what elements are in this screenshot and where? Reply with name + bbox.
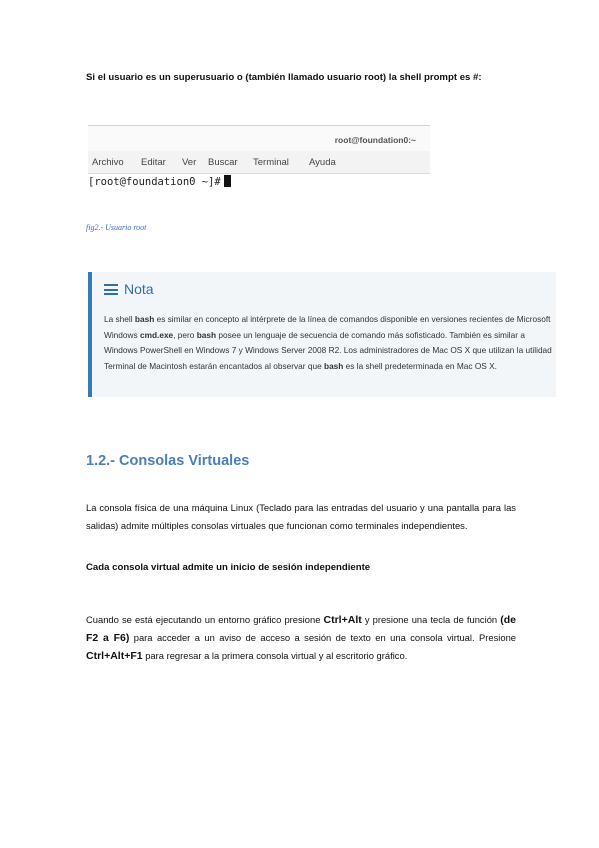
note-text: La shell: [104, 314, 135, 324]
key-range: (de F2 a F6): [86, 614, 516, 644]
menu-archivo: Archivo: [92, 157, 124, 168]
para-text: y presione una tecla de función: [361, 614, 501, 625]
note-bold: bash: [196, 329, 217, 340]
para-text: Cuando se está ejecutando un entorno gráfico presione: [86, 614, 324, 625]
terminal-screenshot: [88, 125, 430, 193]
instructions-paragraph: [86, 611, 516, 665]
note-body: [104, 312, 554, 374]
prompt-text: [root@foundation0 ~]#: [88, 176, 221, 188]
note-header: [104, 281, 154, 297]
menu-editar: Editar: [141, 157, 166, 168]
key-combo: Ctrl+Alt+F1: [86, 650, 143, 662]
note-text: es similar en concepto al intérprete de la línea de comandos disponible en versiones recientes de Microsoft Windows: [104, 314, 551, 340]
para-text: para acceder a un aviso de acceso a sesión de texto en una consola virtual. Presione: [129, 632, 516, 643]
note-bold: bash: [324, 360, 344, 371]
terminal-title: root@foundation0:~: [334, 135, 416, 145]
menu-terminal: Terminal: [253, 157, 289, 168]
bold-statement: Cada consola virtual admite un inicio de sesión independiente: [86, 562, 371, 573]
para-text: para regresar a la primera consola virtual y al escritorio gráfico.: [142, 650, 408, 661]
list-icon: [104, 284, 118, 295]
intro-paragraph: Si el usuario es un superusuario o (también llamado usuario root) la shell prompt es #:: [86, 72, 482, 83]
figure-caption: fig2.- Usuario root: [86, 223, 147, 232]
section-heading: 1.2.- Consolas Virtuales: [86, 453, 250, 469]
menu-ver: Ver: [182, 157, 197, 168]
key-combo: Ctrl+Alt: [323, 614, 362, 626]
terminal-menubar: [88, 151, 430, 174]
note-text: posee un lenguaje de secuencia de comando más sofisticado. También es similar a Windows PowerShell en Windows 7 y Windows Server 2008 R2. Los administradores de Mac OS X que utilizan la utilidad Terminal de Macintosh estarán encantados al observar que: [104, 329, 552, 371]
menu-buscar: Buscar: [208, 157, 238, 168]
note-box: [88, 272, 556, 397]
consolas-paragraph: La consola física de una máquina Linux (Teclado para las entradas del usuario y una pantalla para las salidas) admite múltiples consolas virtuales que funcionan como terminales independientes.: [86, 502, 516, 531]
terminal-titlebar: [88, 125, 430, 152]
note-text: es la shell predeterminada en Mac OS X.: [343, 360, 497, 371]
note-text: , pero: [173, 329, 197, 340]
note-bold: bash: [134, 314, 155, 324]
cursor-block: [224, 175, 231, 187]
menu-ayuda: Ayuda: [309, 157, 336, 168]
note-title: Nota: [124, 281, 154, 297]
terminal-prompt: [88, 175, 231, 188]
note-bold: cmd.exe: [139, 329, 174, 340]
